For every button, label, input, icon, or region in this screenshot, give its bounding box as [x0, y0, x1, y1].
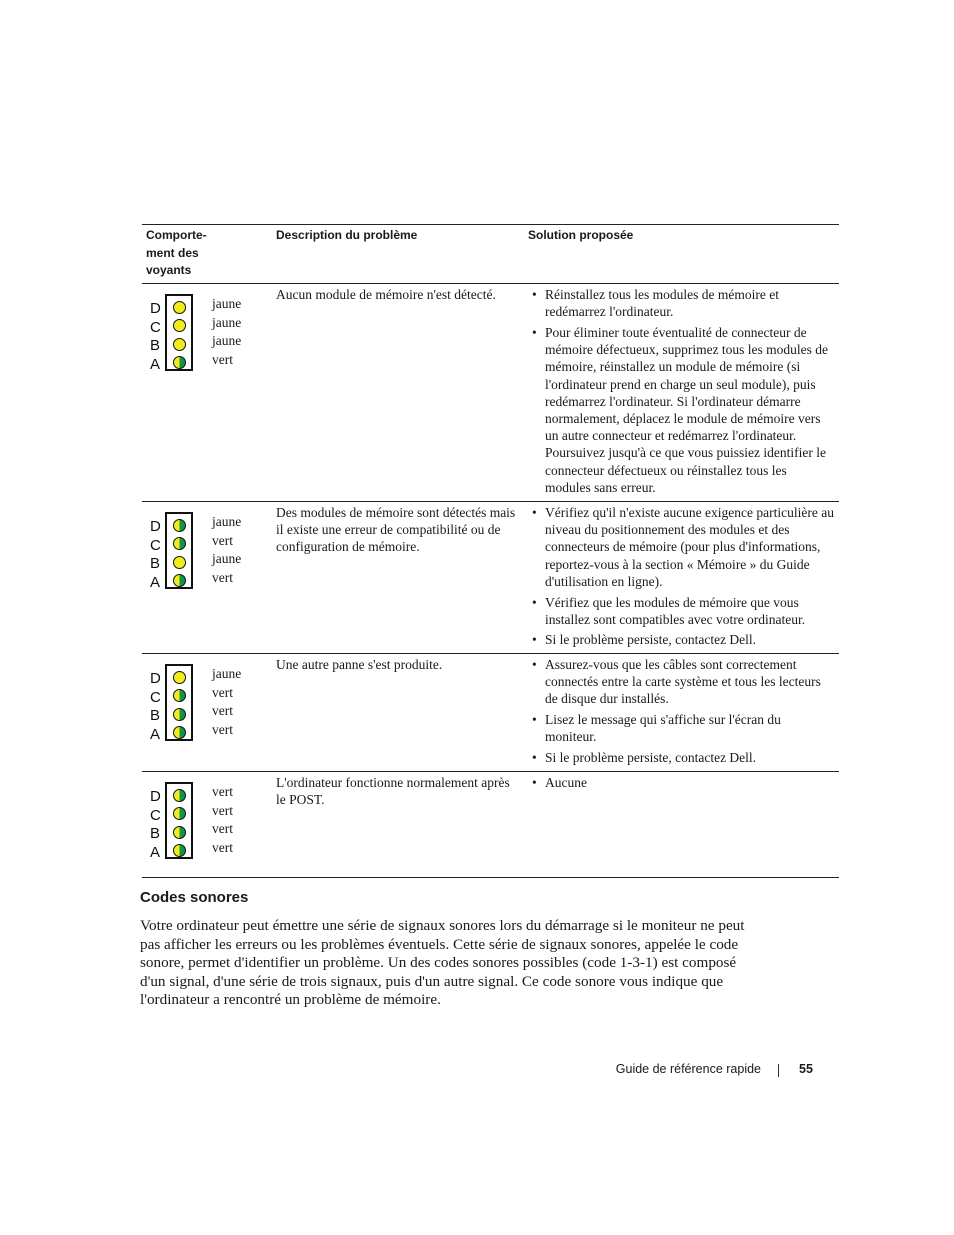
solution-item: • Vérifiez que les modules de mémoire que vous installez sont compatibles avec votre ordinateur.	[528, 594, 834, 628]
problem-description: Une autre panne s'est produite.	[276, 657, 443, 672]
page-number: 55	[799, 1062, 813, 1076]
solution-list	[528, 286, 834, 499]
light-d-icon	[173, 671, 186, 684]
light-color-label: vert	[212, 721, 233, 737]
solution-item: • Pour éliminer toute éventualité de connecteur de mémoire défectueux, supprimez tous les modules de mémoire, réinstallez un module de mémoire (si l'ordinateur prend en charge un seul module), puis redémarrez l'ordinateur. Si l'ordinateur démarre normalement, déplacez le module de mémoire vers un autre connecteur et redémarrez l'ordinateur. Poursuivez jusqu'à ce que vous puissiez identifier le connecteur défectueux ou réinstallez tous les modules sans erreur.	[528, 324, 834, 496]
light-a-icon	[173, 356, 186, 369]
table-body	[142, 284, 839, 878]
section-body: Votre ordinateur peut émettre une série de signaux sonores lors du démarrage si le moniteur ne peut pas afficher les erreurs ou les problèmes éventuels. Cette série de signaux sonores, appelée le code sonore, permet d'identifier un problème. Un des codes sonores possibles (code 1-3-1) est composé d'un signal, d'une série de trois signaux, puis d'un autre signal. Ce code sonore vous indique que l'ordinateur a rencontré un problème de mémoire.	[140, 917, 745, 1009]
light-color-label: jaune	[212, 551, 242, 566]
solution-list	[528, 656, 834, 770]
light-colors	[212, 665, 241, 739]
light-letter: D	[150, 788, 161, 805]
light-color-label: vert	[212, 821, 233, 836]
light-d-icon	[173, 519, 186, 532]
light-letter: A	[150, 725, 161, 743]
table-header	[142, 225, 839, 284]
footer-separator	[778, 1064, 779, 1077]
light-a-icon	[173, 574, 186, 587]
light-d-icon	[173, 789, 186, 802]
light-panel	[165, 512, 193, 589]
light-letters	[150, 670, 161, 744]
light-color-label: jaune	[212, 666, 242, 681]
light-color-label: vert	[212, 802, 233, 818]
problem-description: L'ordinateur fonctionne normalement après le POST.	[276, 775, 510, 808]
light-color-label: jaune	[212, 333, 242, 348]
light-letter: B	[150, 707, 161, 724]
light-colors	[212, 783, 233, 857]
problem-description: Des modules de mémoire sont détectés mais il existe une erreur de compatibilité ou de configuration de mémoire.	[276, 505, 516, 555]
light-panel	[165, 664, 193, 741]
light-color-label: vert	[212, 703, 233, 718]
light-a-icon	[173, 844, 186, 857]
light-letter: C	[150, 806, 161, 824]
light-color-label: jaune	[212, 314, 242, 330]
section-title: Codes sonores	[140, 889, 249, 906]
light-letters	[150, 518, 161, 592]
light-panel	[165, 294, 193, 371]
light-color-label: vert	[212, 569, 233, 585]
light-letter: D	[150, 300, 161, 317]
solution-item: • Si le problème persiste, contactez Dell.	[528, 749, 834, 766]
solution-list	[528, 504, 834, 652]
light-color-label: vert	[212, 784, 233, 799]
light-letters	[150, 300, 161, 374]
solution-item: • Lisez le message qui s'affiche sur l'écran du moniteur.	[528, 711, 834, 745]
footer-title: Guide de référence rapide	[615, 1062, 761, 1076]
diagnostic-lights-table	[142, 224, 839, 878]
light-letter: C	[150, 318, 161, 336]
light-letter: B	[150, 555, 161, 572]
light-d-icon	[173, 301, 186, 314]
header-description: Description du problème	[276, 228, 418, 242]
table-row	[142, 284, 839, 502]
light-c-icon	[173, 807, 186, 820]
light-c-icon	[173, 689, 186, 702]
light-color-label: vert	[212, 839, 233, 855]
light-letter: B	[150, 825, 161, 842]
light-color-label: jaune	[212, 296, 242, 311]
light-c-icon	[173, 537, 186, 550]
solution-item: • Assurez-vous que les câbles sont correctement connectés entre la carte système et tous les lecteurs de disque dur installés.	[528, 656, 834, 708]
light-colors	[212, 295, 241, 369]
light-letter: D	[150, 518, 161, 535]
light-letter: D	[150, 670, 161, 687]
light-color-label: jaune	[212, 514, 242, 529]
solution-item: • Vérifiez qu'il n'existe aucune exigence particulière au niveau du positionnement des modules et des connecteurs de mémoire (pour plus d'informations, reportez-vous à la section « Mémoire » du Guide d'utilisation en ligne).	[528, 504, 834, 590]
light-letter: B	[150, 337, 161, 354]
light-letter: C	[150, 688, 161, 706]
header-solution: Solution proposée	[528, 228, 634, 242]
light-colors	[212, 513, 241, 587]
problem-description: Aucun module de mémoire n'est détecté.	[276, 287, 496, 302]
light-color-label: vert	[212, 351, 233, 367]
solution-item: • Aucune	[528, 774, 834, 791]
light-b-icon	[173, 556, 186, 569]
light-color-label: vert	[212, 532, 233, 548]
light-letters	[150, 788, 161, 862]
solution-item: • Réinstallez tous les modules de mémoire et redémarrez l'ordinateur.	[528, 286, 834, 320]
light-color-label: vert	[212, 684, 233, 700]
table-row	[142, 772, 839, 878]
light-a-icon	[173, 726, 186, 739]
light-b-icon	[173, 708, 186, 721]
table-row	[142, 502, 839, 654]
header-leds: Comporte- ment des voyants	[146, 228, 207, 277]
light-b-icon	[173, 338, 186, 351]
light-letter: C	[150, 536, 161, 554]
light-letter: A	[150, 355, 161, 373]
light-panel	[165, 782, 193, 859]
light-letter: A	[150, 573, 161, 591]
light-c-icon	[173, 319, 186, 332]
solution-item: • Si le problème persiste, contactez Dell.	[528, 631, 834, 648]
solution-list	[528, 774, 834, 795]
light-b-icon	[173, 826, 186, 839]
table-row	[142, 654, 839, 772]
light-letter: A	[150, 843, 161, 861]
